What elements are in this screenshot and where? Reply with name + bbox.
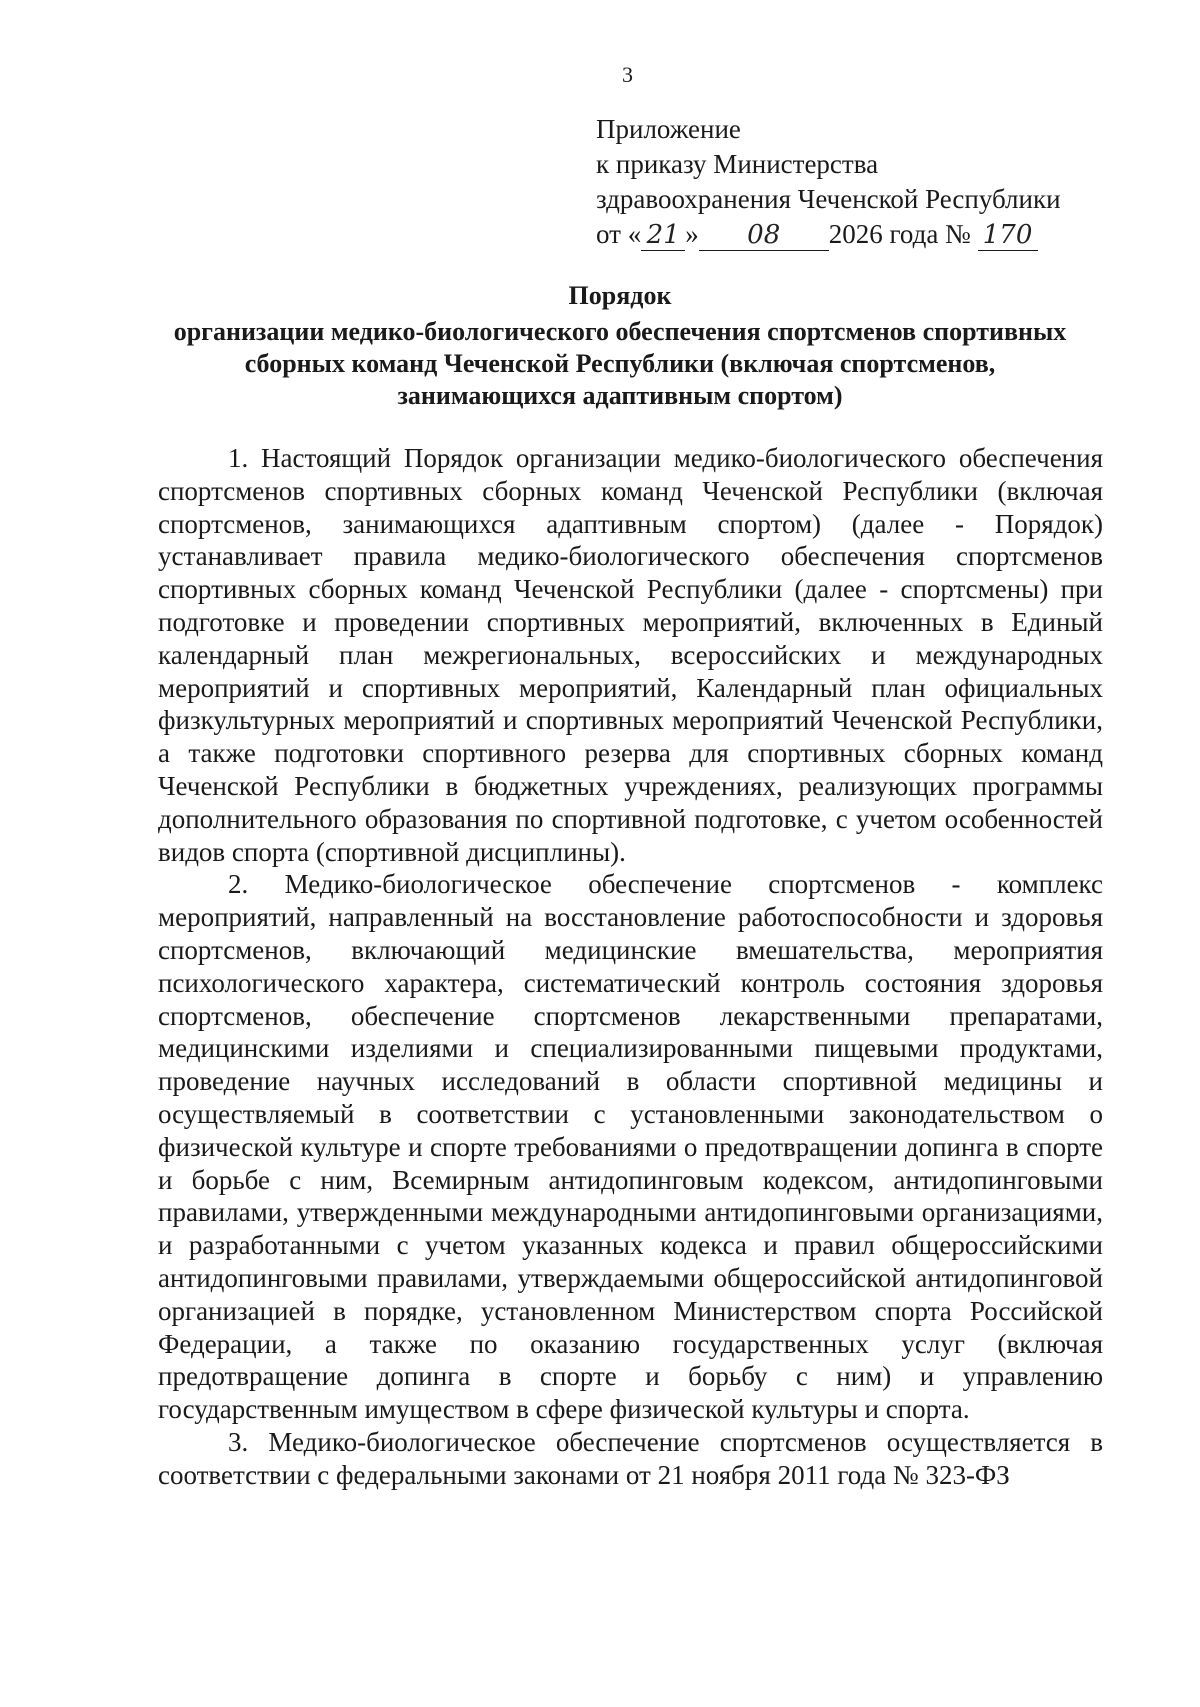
title-main: Порядок (568, 281, 672, 310)
document-title (155, 280, 1085, 412)
paragraph-3: 3. Медико-биологическое обеспечение спортсменов осуществляется в соответствии с федеральными законами от 21 ноября 2011 года № 323-ФЗ (158, 1426, 1103, 1490)
appendix-line-1: Приложение (596, 114, 741, 144)
date-day-handwritten: 21 (641, 220, 685, 251)
title-subtitle: организации медико-биологического обеспечения спортсменов спортивных сборных команд Чеченской Республики (включая спортсменов, занимающихся адаптивным спортом) (173, 317, 1067, 410)
page-number: 3 (622, 62, 633, 87)
document-body (158, 442, 1103, 1492)
date-day-suffix: » (685, 219, 699, 249)
appendix-line-3: здравоохранения Чеченской Республики (596, 184, 1061, 214)
date-year-text: 2026 года № (828, 219, 971, 249)
date-month-handwritten: 08 (699, 220, 829, 251)
order-number-handwritten: 170 (978, 220, 1038, 251)
paragraph-2: 2. Медико-биологическое обеспечение спортсменов - комплекс мероприятий, направленный на восстановление работоспособности и здоровья спортсменов, включающий медицинские вмешательства, мероприятия психологического характера, систематический контроль состояния здоровья спортсменов, обеспечение спортсменов лекарственными препаратами, медицинскими изделиями и специализированными пищевыми продуктами, проведение научных исследований в области спортивной медицины и осуществляемый в соответствии с установленными законодательством о физической культуре и спорте требованиями о предотвращении допинга в спорте и борьбе с ним, Всемирным антидопинговым кодексом, антидопинговыми правилами, утвержденными международными антидопинговыми организациями, и разработанными с учетом указанных кодекса и правил общероссийскими антидопинговыми правилами, утверждаемыми общероссийской антидопинговой организацией в порядке, установленном Министерством спорта Российской Федерации, а также по оказанию государственных услуг (включая предотвращение допинга в спорте и борьбу с ним) и управлению государственным имуществом в сфере физической культуры и спорта. (158, 869, 1103, 1425)
appendix-date-line (596, 217, 1061, 252)
appendix-header (596, 112, 1061, 252)
date-prefix: от « (596, 219, 642, 249)
appendix-line-2: к приказу Министерства (596, 149, 879, 179)
paragraph-1: 1. Настоящий Порядок организации медико-биологического обеспечения спортсменов спортивных сборных команд Чеченской Республики (включая спортсменов, занимающихся адаптивным спортом) (далее - Порядок) устанавливает правила медико-биологического обеспечения спортсменов спортивных сборных команд Чеченской Республики (далее - спортсмены) при подготовке и проведении спортивных мероприятий, включенных в Единый календарный план межрегиональных, всероссийских и международных мероприятий и спортивных мероприятий, Календарный план официальных физкультурных мероприятий и спортивных мероприятий Чеченской Республики, а также подготовки спортивного резерва для спортивных сборных команд Чеченской Республики в бюджетных учреждениях, реализующих программы дополнительного образования по спортивной подготовке, с учетом особенностей видов спорта (спортивной дисциплины). (158, 443, 1103, 867)
